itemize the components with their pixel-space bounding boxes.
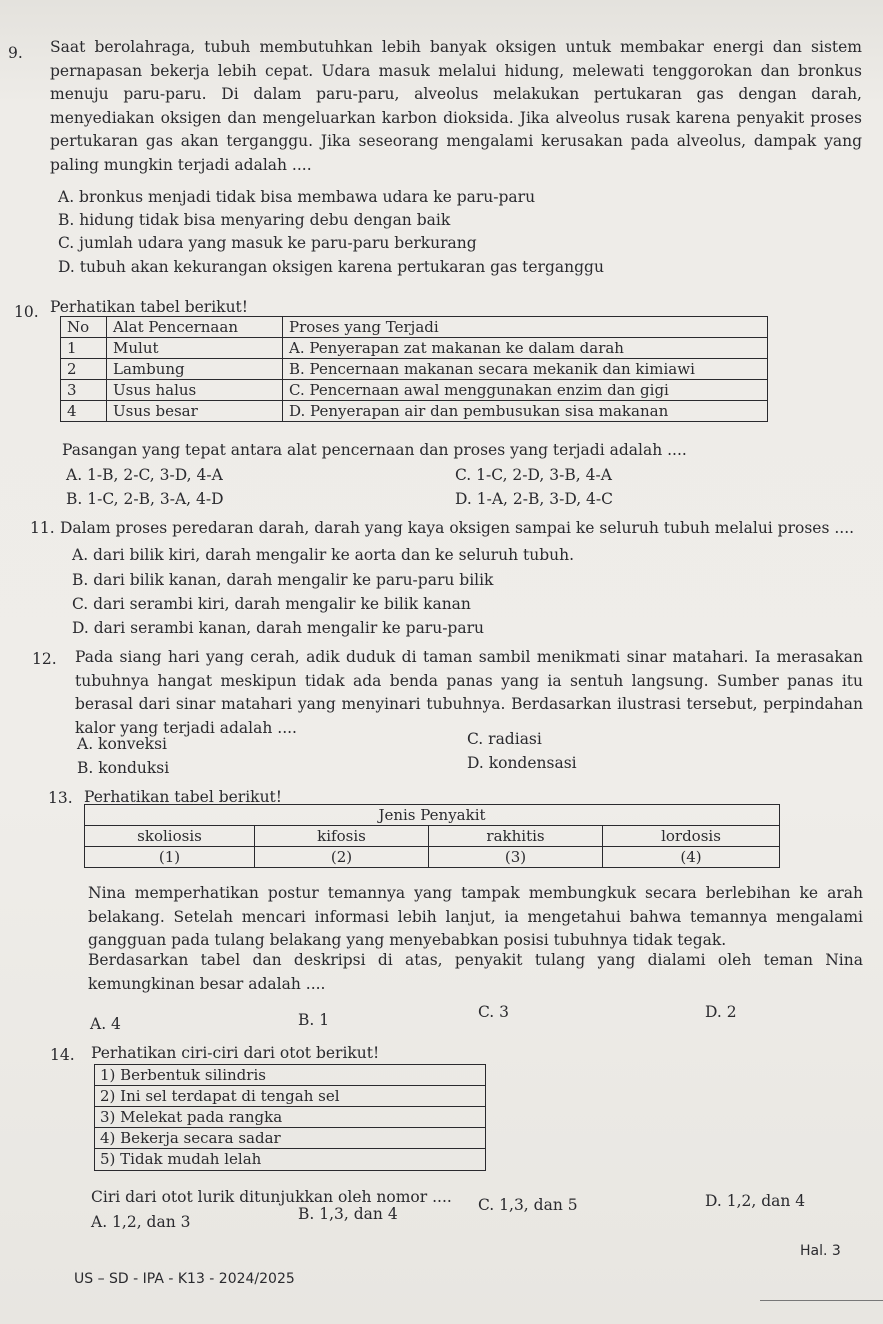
q10-option-b[interactable]: B. 1-C, 2-B, 3-A, 4-D <box>66 490 224 508</box>
q10-cell: Lambung <box>107 359 283 380</box>
q10-cell: Mulut <box>107 338 283 359</box>
q13-disease: rakhitis <box>429 826 603 847</box>
q10-option-a[interactable]: A. 1-B, 2-C, 3-D, 4-A <box>66 466 223 484</box>
list-item: 4) Bekerja secara sadar <box>95 1128 485 1149</box>
q9-option-c[interactable]: C. jumlah udara yang masuk ke paru-paru berkurang <box>58 234 477 252</box>
q13-label: (4) <box>603 847 780 868</box>
q13-disease: kifosis <box>255 826 429 847</box>
q10-header-no: No <box>61 317 107 338</box>
q10-number: 10. <box>14 303 39 321</box>
q14-intro: Perhatikan ciri-ciri dari otot berikut! <box>91 1044 380 1062</box>
q11-option-d[interactable]: D. dari serambi kanan, darah mengalir ke paru-paru <box>72 619 484 637</box>
q10-cell: 1 <box>61 338 107 359</box>
q9-option-a[interactable]: A. bronkus menjadi tidak bisa membawa udara ke paru-paru <box>58 188 536 206</box>
q10-cell: 3 <box>61 380 107 401</box>
table-row <box>85 847 780 868</box>
table-row <box>61 359 768 380</box>
q13-option-a[interactable]: A. 4 <box>90 1015 121 1033</box>
q12-option-b[interactable]: B. konduksi <box>77 759 170 777</box>
list-item: 1) Berbentuk silindris <box>95 1065 485 1086</box>
q14-option-a[interactable]: A. 1,2, dan 3 <box>91 1213 191 1231</box>
q10-table <box>60 316 768 422</box>
list-item: 5) Tidak mudah lelah <box>100 1150 262 1168</box>
q9-text: Saat berolahraga, tubuh membutuhkan lebih banyak oksigen untuk membakar energi dan sistem pernapasan bekerja lebih cepat. Udara masuk melalui hidung, melewati tenggorokan dan bronkus menuju paru-paru. Di dalam paru-paru, alveolus melakukan pertukaran gas dengan darah, menyediakan oksigen dan mengeluarkan karbon dioksida. Jika alveolus rusak karena penyakit proses pertukaran gas akan terganggu. Jika seseorang mengalami kerusakan pada alveolus, dampak yang paling mungkin terjadi adalah .... <box>50 38 862 174</box>
q10-cell: B. Pencernaan makanan secara mekanik dan kimiawi <box>283 359 768 380</box>
q10-cell: Usus halus <box>107 380 283 401</box>
q10-header-process: Proses yang Terjadi <box>283 317 768 338</box>
table-row <box>61 338 768 359</box>
q10-intro: Perhatikan tabel berikut! <box>50 298 249 316</box>
q10-cell: 2 <box>61 359 107 380</box>
page-number: Hal. 3 <box>800 1243 841 1259</box>
q13-option-c[interactable]: C. 3 <box>478 1003 510 1021</box>
q13-number: 13. <box>48 789 73 807</box>
q12-option-c[interactable]: C. radiasi <box>467 730 542 748</box>
q10-cell: C. Pencernaan awal menggunakan enzim dan gigi <box>283 380 768 401</box>
q10-option-c[interactable]: C. 1-C, 2-D, 3-B, 4-A <box>455 466 612 484</box>
q9-option-b[interactable]: B. hidung tidak bisa menyaring debu dengan baik <box>58 211 451 229</box>
footer-divider <box>760 1300 883 1301</box>
q14-option-c[interactable]: C. 1,3, dan 5 <box>478 1196 578 1214</box>
list-item: 2) Ini sel terdapat di tengah sel <box>95 1086 485 1107</box>
q14-characteristics-box <box>94 1064 486 1171</box>
q13-label: (1) <box>85 847 255 868</box>
q14-option-d[interactable]: D. 1,2, dan 4 <box>705 1192 806 1210</box>
q13-table <box>84 804 780 868</box>
q13-option-d[interactable]: D. 2 <box>705 1003 737 1021</box>
q10-cell: A. Penyerapan zat makanan ke dalam darah <box>283 338 768 359</box>
q10-cell: D. Penyerapan air dan pembusukan sisa makanan <box>283 401 768 422</box>
q13-table-header: Jenis Penyakit <box>85 805 780 826</box>
q11-text: Dalam proses peredaran darah, darah yang kaya oksigen sampai ke seluruh tubuh melalui proses .... <box>60 519 855 537</box>
q9-number: 9. <box>8 44 23 62</box>
exam-code: US – SD - IPA - K13 - 2024/2025 <box>74 1271 295 1287</box>
q9-option-d[interactable]: D. tubuh akan kekurangan oksigen karena pertukaran gas terganggu <box>58 258 604 276</box>
q13-option-b[interactable]: B. 1 <box>298 1011 330 1029</box>
q10-question: Pasangan yang tepat antara alat pencernaan dan proses yang terjadi adalah .... <box>62 441 687 459</box>
q13-text-description: Nina memperhatikan postur temannya yang tampak membungkuk secara berlebihan ke arah belakang. Setelah mencari informasi lebih lanjut, ia mengetahui bahwa temannya mengalami gangguan pada tulang belakang yang menyebabkan posisi tubuhnya tidak tegak. <box>88 884 863 949</box>
q14-question: Ciri dari otot lurik ditunjukkan oleh nomor .... <box>91 1188 452 1206</box>
q12-option-d[interactable]: D. kondensasi <box>467 754 577 772</box>
q11-option-c[interactable]: C. dari serambi kiri, darah mengalir ke bilik kanan <box>72 595 471 613</box>
q14-number: 14. <box>50 1046 75 1064</box>
table-row <box>61 380 768 401</box>
q12-text: Pada siang hari yang cerah, adik duduk di taman sambil menikmati sinar matahari. Ia merasakan tubuhnya hangat meskipun tidak ada benda panas yang ia sentuh langsung. Sumber panas itu berasal dari sinar matahari yang menyinari tubuhnya. Berdasarkan ilustrasi tersebut, perpindahan kalor yang terjadi adalah .... <box>75 648 863 737</box>
table-row <box>85 826 780 847</box>
q11-option-a[interactable]: A. dari bilik kiri, darah mengalir ke aorta dan ke seluruh tubuh. <box>72 546 575 564</box>
q12-option-a[interactable]: A. konveksi <box>77 735 167 753</box>
q11-number: 11. <box>30 519 55 537</box>
q12-number: 12. <box>32 650 57 668</box>
q13-intro: Perhatikan tabel berikut! <box>84 788 283 806</box>
q14-option-b[interactable]: B. 1,3, dan 4 <box>298 1205 398 1223</box>
q13-text-question: Berdasarkan tabel dan deskripsi di atas, penyakit tulang yang dialami oleh teman Nina kemungkinan besar adalah .... <box>88 951 863 993</box>
q10-option-d[interactable]: D. 1-A, 2-B, 3-D, 4-C <box>455 490 614 508</box>
q11-option-b[interactable]: B. dari bilik kanan, darah mengalir ke paru-paru bilik <box>72 571 494 589</box>
q10-cell: Usus besar <box>107 401 283 422</box>
q10-header-organ: Alat Pencernaan <box>107 317 283 338</box>
q13-label: (3) <box>429 847 603 868</box>
q13-label: (2) <box>255 847 429 868</box>
q13-disease: lordosis <box>603 826 780 847</box>
q10-cell: 4 <box>61 401 107 422</box>
table-row <box>61 401 768 422</box>
q13-disease: skoliosis <box>85 826 255 847</box>
list-item: 3) Melekat pada rangka <box>95 1107 485 1128</box>
